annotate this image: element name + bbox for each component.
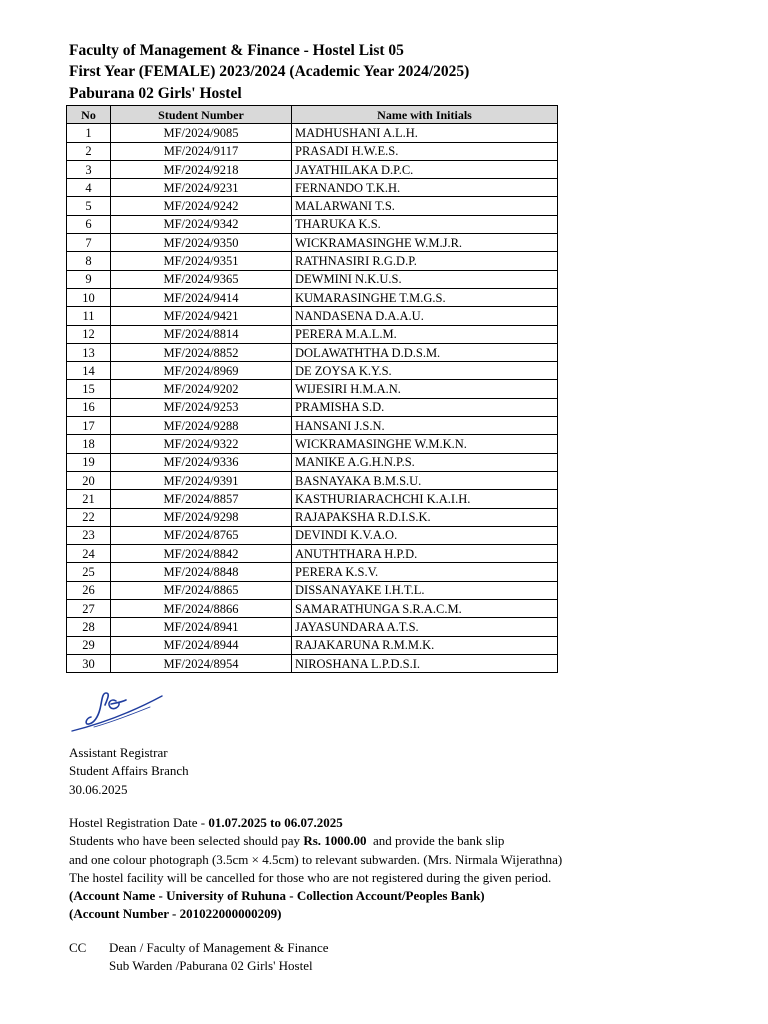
table-row bbox=[67, 636, 558, 654]
student-name: DEWMINI N.K.U.S. bbox=[292, 270, 558, 288]
column-header-name: Name with Initials bbox=[292, 106, 558, 124]
cc-line-2 bbox=[69, 957, 329, 975]
student-name: WICKRAMASINGHE W.M.J.R. bbox=[292, 234, 558, 252]
student-name: ANUTHTHARA H.P.D. bbox=[292, 545, 558, 563]
table-row bbox=[67, 526, 558, 544]
column-header-student-number: Student Number bbox=[111, 106, 292, 124]
student-number: MF/2024/9117 bbox=[111, 142, 292, 160]
row-number: 4 bbox=[67, 179, 111, 197]
row-number: 13 bbox=[67, 343, 111, 361]
row-number: 25 bbox=[67, 563, 111, 581]
student-number: MF/2024/8857 bbox=[111, 490, 292, 508]
student-name: KASTHURIARACHCHI K.A.I.H. bbox=[292, 490, 558, 508]
photo-line: and one colour photograph (3.5cm × 4.5cm) to relevant subwarden. (Mrs. Nirmala Wijerathna) bbox=[69, 851, 563, 867]
table-row bbox=[67, 654, 558, 672]
table-row bbox=[67, 490, 558, 508]
row-number: 26 bbox=[67, 581, 111, 599]
row-number: 10 bbox=[67, 288, 111, 306]
student-number: MF/2024/9242 bbox=[111, 197, 292, 215]
student-name: MALARWANI T.S. bbox=[292, 197, 558, 215]
student-number: MF/2024/9342 bbox=[111, 215, 292, 233]
table-row bbox=[67, 343, 558, 361]
account-number: (Account Number - 201022000000209) bbox=[69, 906, 282, 922]
student-number: MF/2024/8944 bbox=[111, 636, 292, 654]
student-name: PRASADI H.W.E.S. bbox=[292, 142, 558, 160]
row-number: 3 bbox=[67, 160, 111, 178]
row-number: 6 bbox=[67, 215, 111, 233]
student-name: THARUKA K.S. bbox=[292, 215, 558, 233]
student-name: BASNAYAKA B.M.S.U. bbox=[292, 471, 558, 489]
document-subtitle: First Year (FEMALE) 2023/2024 (Academic Year 2024/2025) bbox=[69, 63, 470, 80]
table-row bbox=[67, 417, 558, 435]
row-number: 21 bbox=[67, 490, 111, 508]
student-number: MF/2024/8765 bbox=[111, 526, 292, 544]
student-number: MF/2024/9391 bbox=[111, 471, 292, 489]
table-row bbox=[67, 618, 558, 636]
student-number: MF/2024/9085 bbox=[111, 124, 292, 142]
payment-text-cont: and provide the bank slip bbox=[366, 833, 505, 849]
table-row bbox=[67, 600, 558, 618]
student-number: MF/2024/8941 bbox=[111, 618, 292, 636]
student-name: PERERA K.S.V. bbox=[292, 563, 558, 581]
row-number: 5 bbox=[67, 197, 111, 215]
student-name: WIJESIRI H.M.A.N. bbox=[292, 380, 558, 398]
table-row bbox=[67, 545, 558, 563]
student-number: MF/2024/8865 bbox=[111, 581, 292, 599]
row-number: 2 bbox=[67, 142, 111, 160]
cc-recipient-2: Sub Warden /Paburana 02 Girls' Hostel bbox=[109, 958, 313, 974]
registration-date-line bbox=[69, 814, 562, 832]
student-number: MF/2024/9336 bbox=[111, 453, 292, 471]
row-number: 9 bbox=[67, 270, 111, 288]
student-name: DISSANAYAKE I.H.T.L. bbox=[292, 581, 558, 599]
table-row bbox=[67, 124, 558, 142]
column-header-no: No bbox=[67, 106, 111, 124]
table-row bbox=[67, 288, 558, 306]
student-number: MF/2024/9350 bbox=[111, 234, 292, 252]
cc-block bbox=[69, 939, 329, 976]
student-number: MF/2024/9288 bbox=[111, 417, 292, 435]
student-name: MANIKE A.G.H.N.P.S. bbox=[292, 453, 558, 471]
student-number: MF/2024/9365 bbox=[111, 270, 292, 288]
row-number: 1 bbox=[67, 124, 111, 142]
student-number: MF/2024/8848 bbox=[111, 563, 292, 581]
table-row bbox=[67, 307, 558, 325]
signature-image bbox=[64, 683, 168, 739]
table-row bbox=[67, 581, 558, 599]
table-row bbox=[67, 325, 558, 343]
row-number: 12 bbox=[67, 325, 111, 343]
registration-notice bbox=[69, 814, 562, 924]
student-name: SAMARATHUNGA S.R.A.C.M. bbox=[292, 600, 558, 618]
cancellation-line: The hostel facility will be cancelled for those who are not registered during the given period. bbox=[69, 869, 552, 885]
student-name: JAYATHILAKA D.P.C. bbox=[292, 160, 558, 178]
document-title: Faculty of Management & Finance - Hostel List 05 bbox=[69, 42, 404, 59]
student-name: PERERA M.A.L.M. bbox=[292, 325, 558, 343]
hostel-name: Paburana 02 Girls' Hostel bbox=[69, 85, 242, 102]
student-number: MF/2024/9298 bbox=[111, 508, 292, 526]
row-number: 16 bbox=[67, 398, 111, 416]
row-number: 17 bbox=[67, 417, 111, 435]
student-name: RAJAKARUNA R.M.M.K. bbox=[292, 636, 558, 654]
signatory-block bbox=[69, 744, 189, 799]
student-number: MF/2024/8814 bbox=[111, 325, 292, 343]
table-row bbox=[67, 160, 558, 178]
student-number: MF/2024/9218 bbox=[111, 160, 292, 178]
row-number: 14 bbox=[67, 362, 111, 380]
student-name: NANDASENA D.A.A.U. bbox=[292, 307, 558, 325]
payment-amount: Rs. 1000.00 bbox=[303, 833, 367, 849]
table-header-row bbox=[67, 106, 558, 124]
student-name: HANSANI J.S.N. bbox=[292, 417, 558, 435]
student-name: DE ZOYSA K.Y.S. bbox=[292, 362, 558, 380]
table-row bbox=[67, 270, 558, 288]
hostel-list-table bbox=[66, 105, 558, 673]
student-number: MF/2024/8969 bbox=[111, 362, 292, 380]
student-name: MADHUSHANI A.L.H. bbox=[292, 124, 558, 142]
signatory-branch: Student Affairs Branch bbox=[69, 763, 189, 779]
student-number: MF/2024/9202 bbox=[111, 380, 292, 398]
row-number: 23 bbox=[67, 526, 111, 544]
payment-line bbox=[69, 832, 562, 850]
row-number: 28 bbox=[67, 618, 111, 636]
row-number: 27 bbox=[67, 600, 111, 618]
row-number: 7 bbox=[67, 234, 111, 252]
student-name: RAJAPAKSHA R.D.I.S.K. bbox=[292, 508, 558, 526]
table-row bbox=[67, 380, 558, 398]
row-number: 19 bbox=[67, 453, 111, 471]
table-body bbox=[67, 124, 558, 673]
student-number: MF/2024/8852 bbox=[111, 343, 292, 361]
student-number: MF/2024/8842 bbox=[111, 545, 292, 563]
student-number: MF/2024/9322 bbox=[111, 435, 292, 453]
student-name: WICKRAMASINGHE W.M.K.N. bbox=[292, 435, 558, 453]
signatory-title: Assistant Registrar bbox=[69, 745, 168, 760]
row-number: 24 bbox=[67, 545, 111, 563]
row-number: 11 bbox=[67, 307, 111, 325]
student-name: PRAMISHA S.D. bbox=[292, 398, 558, 416]
table-row bbox=[67, 453, 558, 471]
table-row bbox=[67, 471, 558, 489]
student-number: MF/2024/9231 bbox=[111, 179, 292, 197]
cc-label: CC bbox=[69, 940, 87, 955]
row-number: 29 bbox=[67, 636, 111, 654]
student-number: MF/2024/9414 bbox=[111, 288, 292, 306]
row-number: 8 bbox=[67, 252, 111, 270]
table-row bbox=[67, 435, 558, 453]
table-row bbox=[67, 197, 558, 215]
student-number: MF/2024/8866 bbox=[111, 600, 292, 618]
table-row bbox=[67, 234, 558, 252]
student-number: MF/2024/9421 bbox=[111, 307, 292, 325]
account-name: (Account Name - University of Ruhuna - Collection Account/Peoples Bank) bbox=[69, 888, 485, 904]
student-name: NIROSHANA L.P.D.S.I. bbox=[292, 654, 558, 672]
student-number: MF/2024/9253 bbox=[111, 398, 292, 416]
registration-date-label: Hostel Registration Date - bbox=[69, 815, 209, 830]
payment-text: Students who have been selected should pay bbox=[69, 833, 304, 849]
row-number: 20 bbox=[67, 471, 111, 489]
student-number: MF/2024/9351 bbox=[111, 252, 292, 270]
student-name: KUMARASINGHE T.M.G.S. bbox=[292, 288, 558, 306]
cc-recipient-1: Dean / Faculty of Management & Finance bbox=[109, 940, 329, 955]
table-row bbox=[67, 215, 558, 233]
row-number: 15 bbox=[67, 380, 111, 398]
table-row bbox=[67, 508, 558, 526]
row-number: 18 bbox=[67, 435, 111, 453]
table-row bbox=[67, 252, 558, 270]
table-row bbox=[67, 179, 558, 197]
student-number: MF/2024/8954 bbox=[111, 654, 292, 672]
table-row bbox=[67, 142, 558, 160]
student-name: DOLAWATHTHA D.D.S.M. bbox=[292, 343, 558, 361]
table-row bbox=[67, 398, 558, 416]
row-number: 22 bbox=[67, 508, 111, 526]
row-number: 30 bbox=[67, 654, 111, 672]
signature-date: 30.06.2025 bbox=[69, 781, 128, 797]
registration-dates: 01.07.2025 to 06.07.2025 bbox=[208, 815, 343, 830]
student-name: DEVINDI K.V.A.O. bbox=[292, 526, 558, 544]
student-name: RATHNASIRI R.G.D.P. bbox=[292, 252, 558, 270]
cc-line-1 bbox=[69, 939, 329, 957]
table-row bbox=[67, 362, 558, 380]
table-row bbox=[67, 563, 558, 581]
student-name: FERNANDO T.K.H. bbox=[292, 179, 558, 197]
student-name: JAYASUNDARA A.T.S. bbox=[292, 618, 558, 636]
